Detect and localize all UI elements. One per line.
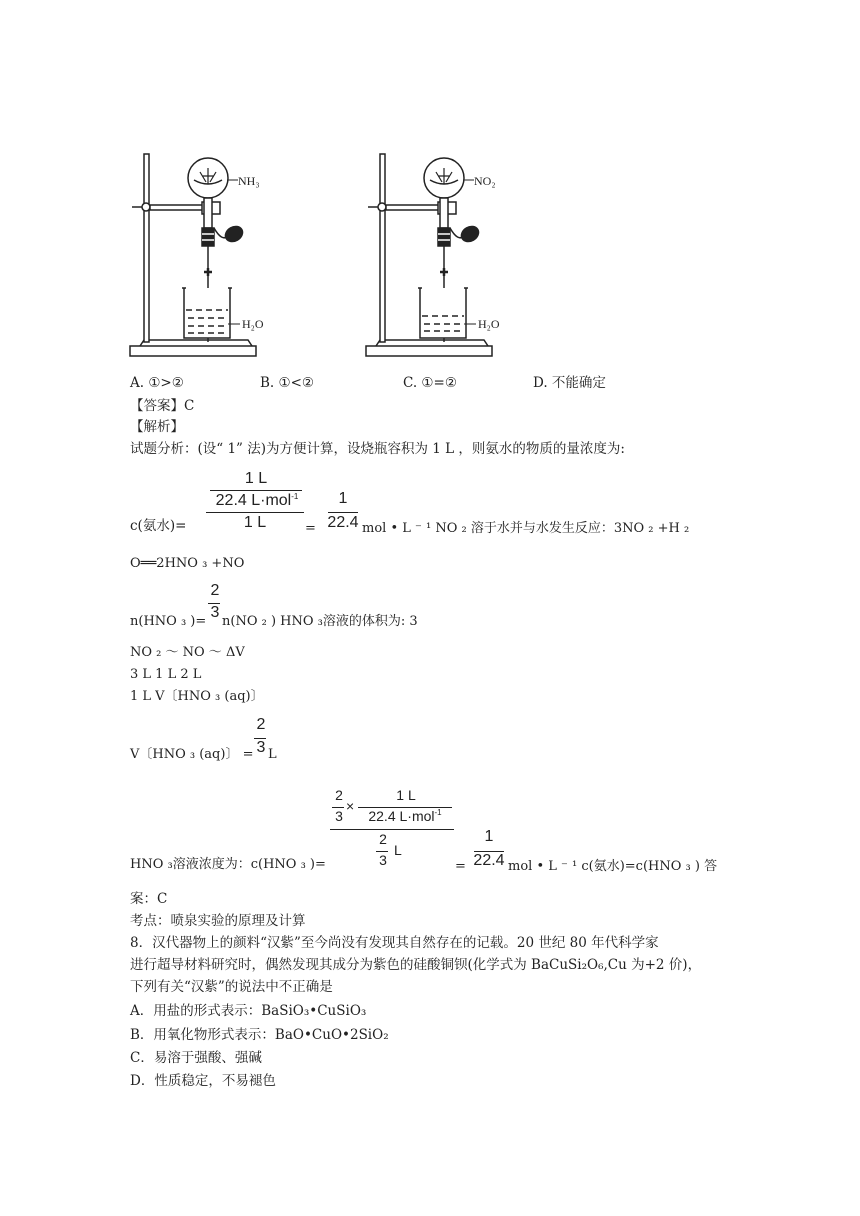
eq1-frac2-bar (328, 512, 358, 513)
eq2-lhs: n(HNO ₃ )= (130, 614, 207, 629)
option-a: A. ①>② (130, 375, 184, 391)
eq1-den: 1 L (243, 514, 267, 531)
eq3-unit: L (268, 747, 277, 762)
answer-line: 案：C (130, 891, 168, 907)
eq1-frac2-den: 22.4 (327, 514, 359, 531)
eq1-equals: = (305, 521, 316, 536)
eq4-lhs: HNO ₃溶液浓度为：c(HNO ₃ )= (130, 857, 326, 872)
kaodian: 考点：喷泉实验的原理及计算 (130, 913, 306, 929)
option-d: D. 不能确定 (533, 375, 606, 391)
label-no2: NO₂ (474, 174, 496, 188)
fountain-experiment-figure (128, 150, 508, 362)
eq4-r-num: 1 (484, 828, 494, 845)
label-nh3: NH₃ (238, 174, 260, 188)
eq4-a-num: 2 (335, 787, 343, 803)
q8-line-1: 8．汉代器物上的颜料“汉紫”至今尚没有发现其自然存在的记载。20 世纪 80 年代科学家 (130, 935, 659, 951)
eq4-b-den: 22.4 L·mol$^{-1}$ (368, 808, 442, 824)
relation-line-2: 3 L 1 L 2 L (130, 667, 202, 682)
eq1-num-top: 1 L (244, 470, 268, 487)
eq3-lhs: V〔HNO ₃ (aq)〕 = (130, 747, 254, 762)
eq1-num-den: 22.4 L·mol$^{-1}$ (215, 492, 299, 509)
label-h2o-right: H₂O (478, 317, 500, 331)
answer-label: 【答案】C (130, 398, 195, 414)
eq2-den: 3 (210, 604, 220, 621)
option-b: B. ①<② (260, 375, 315, 391)
eq1-main-bar (206, 512, 304, 513)
eq3-den: 3 (256, 739, 266, 756)
eq4-tail: mol • L ⁻ ¹ c(氨水)=c(HNO ₃ ) 答 (508, 859, 718, 874)
eq4-c-den: 3 (379, 852, 387, 868)
analysis-intro: 试题分析：(设“ 1” 法)为方便计算，设烧瓶容积为 1 L ，则氨水的物质的量浓度为: (130, 441, 625, 457)
eq4-main-bar (330, 829, 454, 830)
eq1-tail: mol • L ⁻ ¹ NO ₂ 溶于水并与水发生反应：3NO ₂ +H ₂ (362, 521, 690, 536)
relation-line-3: 1 L V〔HNO ₃ (aq)〕 (130, 689, 264, 704)
eq4-c-unit: L (394, 842, 402, 858)
eq1-frac2-num: 1 (338, 490, 348, 507)
q8-option-a: A．用盐的形式表示：BaSiO₃•CuSiO₃ (130, 1003, 367, 1019)
label-h2o-left: H₂O (242, 317, 264, 331)
eq4-r-den: 22.4 (473, 852, 505, 869)
eq3-num: 2 (256, 716, 266, 733)
q8-option-c: C．易溶于强酸、强碱 (130, 1050, 262, 1066)
q8-option-d: D．性质稳定，不易褪色 (130, 1073, 276, 1089)
eq4-c-num: 2 (379, 831, 387, 847)
reaction-line: O══2HNO ₃ +NO (130, 556, 245, 571)
eq4-times: × (346, 798, 355, 814)
eq1-inner-bar (210, 490, 302, 491)
eq4-a-den: 3 (335, 808, 343, 824)
eq1-lhs: c(氨水)= (130, 518, 187, 534)
eq4-b-num: 1 L (396, 787, 416, 803)
q8-line-2: 进行超导材料研究时，偶然发现其成分为紫色的硅酸铜钡(化学式为 BaCuSi₂O₆,Cu 为+2 价)， (130, 957, 702, 973)
analysis-title: 【解析】 (130, 419, 184, 435)
q8-option-b: B．用氧化物形式表示：BaO•CuO•2SiO₂ (130, 1027, 389, 1043)
eq2-tail: n(NO ₂ ) HNO ₃溶液的体积为: 3 (222, 614, 418, 629)
option-c: C. ①=② (403, 375, 457, 391)
q8-line-3: 下列有关“汉紫”的说法中不正确是 (130, 979, 333, 995)
eq4-equals: = (455, 859, 466, 874)
eq2-num: 2 (210, 582, 220, 599)
relation-line-1: NO ₂ ～ NO ～ ΔV (130, 645, 245, 660)
